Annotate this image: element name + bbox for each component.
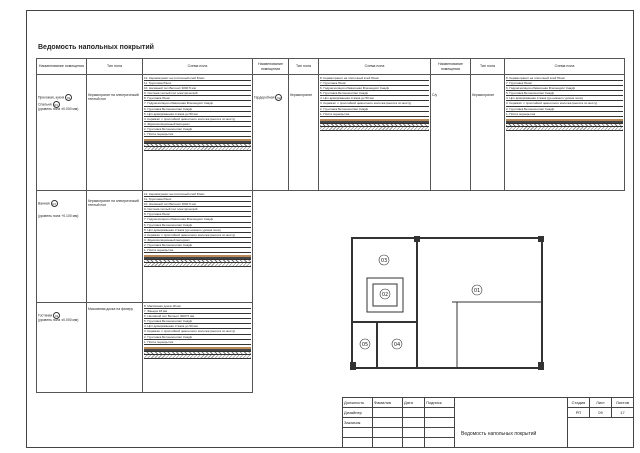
stamp-sheets-label: Листов — [612, 398, 634, 408]
plan-room-tag: 03 — [380, 258, 388, 264]
layer-item: 10. Наливной пол Ветонит 3000 5 мм — [144, 202, 251, 207]
layer-item: 1. Плита перекрытия — [144, 248, 251, 253]
floor-schema-cell — [319, 75, 431, 191]
room-name-cell: Прихожая, кухня 01 Спальня 03 (уровень пола ±0.000 мм) — [37, 75, 87, 191]
layer-item: 3. Звукоизоляционный материал — [144, 238, 251, 243]
floor-type-cell: Массивная доска на фанеру — [87, 303, 143, 393]
layer-item: 11. Грунтовка Юнис — [144, 197, 251, 202]
layer-item: 7. Фанера 18 мм — [144, 309, 251, 314]
floor-section-drawing — [506, 119, 623, 133]
stamp-stage: РП — [568, 408, 590, 418]
layer-item: 5. Цпп армированная стяжка до 50 мм — [144, 112, 251, 117]
layer-item: 8. Грунтовка Юнис — [144, 212, 251, 217]
layer-item: 2. Грунтовка Бетоноконтакт Кнауф — [144, 335, 251, 340]
layer-item: 6. Гидроизоляция обмазочная Флехендихт Кнауф — [506, 86, 623, 91]
plan-room-tag: 05 — [361, 342, 369, 348]
layers-list — [506, 76, 623, 133]
layer-item: 3. Керамзит с прослойкой цементного молочка (высота по месту) — [144, 329, 251, 334]
room-tag: 01 — [55, 314, 59, 318]
layer-item: 6. Гидроизоляция обмазочная Флехендихт Кнауф — [320, 86, 429, 91]
plan-room-tag: 04 — [393, 342, 401, 348]
header-room-name: Наименование помещения — [37, 59, 87, 75]
stamp-sheet: 09 — [590, 408, 612, 418]
room-tag: 03 — [54, 103, 58, 107]
table-header-row — [37, 59, 625, 75]
floor-schema-cell — [143, 191, 253, 303]
layer-item: 1. Плита перекрытия — [144, 132, 251, 137]
floor-section-drawing — [320, 119, 429, 133]
floor-section-drawing — [144, 347, 251, 361]
layer-item: 8. Массивная доска 18 мм — [144, 304, 251, 309]
stamp-sheets: 17 — [612, 408, 634, 418]
layer-item: 12. Керамогранит на плиточный клей Юнис — [144, 76, 251, 81]
floor-type-cell: Керамогранит на электрический теплый пол — [87, 75, 143, 191]
layer-item: 8. Керамогранит на плиточный клей Юнис — [320, 76, 429, 81]
stamp-doc-name: Ведомость напольных покрытий — [455, 398, 568, 448]
layer-item: 5. Грунтовка Бетоноконтакт Кнауф — [144, 319, 251, 324]
layer-item: 7. Гидроизоляция обмазочная Флехендихт Кнауф — [144, 101, 251, 106]
plan-room-tag: 02 — [381, 292, 389, 298]
layers-list — [144, 304, 251, 361]
header-schema: Схема пола — [505, 59, 625, 75]
header-room-name: Наименование помещения — [253, 59, 289, 75]
header-schema: Схема пола — [143, 59, 253, 75]
room-name-cell: С/у — [431, 75, 471, 191]
stamp-sheet-label: Лист — [590, 398, 612, 408]
room-tag: 01 — [67, 96, 71, 100]
layer-item: 9. Система теплый пол электрический — [144, 207, 251, 212]
room-name-cell: Гардеробная 02 — [253, 75, 289, 191]
stamp-col-label: Дата — [403, 398, 425, 408]
room-tag: 02 — [277, 96, 281, 100]
header-floor-type: Тип пола — [289, 59, 319, 75]
layer-item: 4. Керамзит с прослойкой цементного молочка (высота по месту) — [144, 233, 251, 238]
stamp-row-label: Дизайнер — [343, 408, 373, 418]
plan-room-tag: 01 — [473, 288, 481, 294]
layer-item: 5. Грунтовка Бетоноконтакт Кнауф — [506, 91, 623, 96]
header-schema: Схема пола — [319, 59, 431, 75]
layer-item: 7. Гидроизоляция обмазочная Флехендихт Кнауф — [144, 217, 251, 222]
title-block — [342, 397, 634, 448]
layer-item: 1. Плита перекрытия — [320, 112, 429, 117]
floor-plan — [342, 232, 550, 380]
table-row — [37, 75, 625, 191]
room-name-cell: Ванная 04 (уровень пола +0.100 мм) — [37, 191, 87, 303]
layer-item: 2. Грунтовка Бетоноконтакт Кнауф — [506, 107, 623, 112]
layers-list — [320, 76, 429, 133]
layer-item: 12. Керамогранит на плиточный клей Юнис — [144, 192, 251, 197]
layer-item: 6. Грунтовка Бетоноконтакт Кнауф — [144, 107, 251, 112]
floor-section-drawing — [144, 255, 251, 269]
floor-type-cell: Керамогранит на электрический теплый пол — [87, 191, 143, 303]
layer-item: 3. Керамзит с прослойкой цементного молочка (высота по месту) — [506, 101, 623, 106]
room-name-cell: Гостиная 01 (уровень пола ±0.000 мм) — [37, 303, 87, 393]
layer-item: 2. Грунтовка Бетоноконтакт Кнауф — [144, 127, 251, 132]
layer-item: 4. Цпп армированная стяжка (до нижнего уровня пола) — [506, 96, 623, 101]
layer-item: 3. Керамзит с прослойкой цементного молочка (высота по месту) — [320, 101, 429, 106]
layer-item: 1. Плита перекрытия — [144, 340, 251, 345]
floor-type-cell: Керамогранит — [289, 75, 319, 191]
layers-list — [144, 192, 251, 269]
room-tag: 04 — [52, 202, 56, 206]
layer-item: 6. Наливной пол Ветонит 3000 5 мм — [144, 314, 251, 319]
layer-item: 4. Цпп армированная стяжка до 50 мм — [320, 96, 429, 101]
stamp-col-label: Подпись — [425, 398, 455, 408]
layer-item: 10. Наливной пол Ветонит 3000 5 мм — [144, 86, 251, 91]
layer-item: 7. Грунтовка Юнис — [320, 81, 429, 86]
layer-item: 8. Керамогранит на плиточный клей Юнис — [506, 76, 623, 81]
layer-item: 2. Грунтовка Бетоноконтакт Кнауф — [320, 107, 429, 112]
layer-item: 4. Керамзит с прослойкой цементного молочка (высота по месту) — [144, 117, 251, 122]
layer-item: 5. Цпп армированная стяжка (до нижнего уровня пола) — [144, 228, 251, 233]
stamp-stage-label: Стадия — [568, 398, 590, 408]
layer-item: 4. Цпп армированная стяжка до 50 мм — [144, 324, 251, 329]
layer-item: 8. Грунтовка Юнис — [144, 96, 251, 101]
floor-schema-cell — [143, 303, 253, 393]
layer-item: 3. Звукоизоляционный материал — [144, 122, 251, 127]
page-title: Ведомость напольных покрытий — [38, 44, 154, 51]
stamp-row-label: Заказчик — [343, 418, 373, 428]
header-floor-type: Тип пола — [87, 59, 143, 75]
floor-schema-cell — [505, 75, 625, 191]
stamp-col-label: Должность — [343, 398, 373, 408]
layer-item: 5. Грунтовка Бетоноконтакт Кнауф — [320, 91, 429, 96]
layer-item: 1. Плита перекрытия — [506, 112, 623, 117]
layer-item: 9. Система теплый пол электрический — [144, 91, 251, 96]
layer-item: 7. Грунтовка Юнис — [506, 81, 623, 86]
layer-item: 2. Грунтовка Бетоноконтакт Кнауф — [144, 243, 251, 248]
floor-schema-cell — [143, 75, 253, 191]
header-floor-type: Тип пола — [471, 59, 505, 75]
layer-item: 11. Грунтовка Юнис — [144, 81, 251, 86]
floor-type-cell: Керамогранит — [471, 75, 505, 191]
floor-section-drawing — [144, 139, 251, 153]
layers-list — [144, 76, 251, 153]
stamp-col-label: Фамилия — [373, 398, 403, 408]
header-room-name: Наименование помещения — [431, 59, 471, 75]
layer-item: 6. Грунтовка Бетоноконтакт Кнауф — [144, 223, 251, 228]
